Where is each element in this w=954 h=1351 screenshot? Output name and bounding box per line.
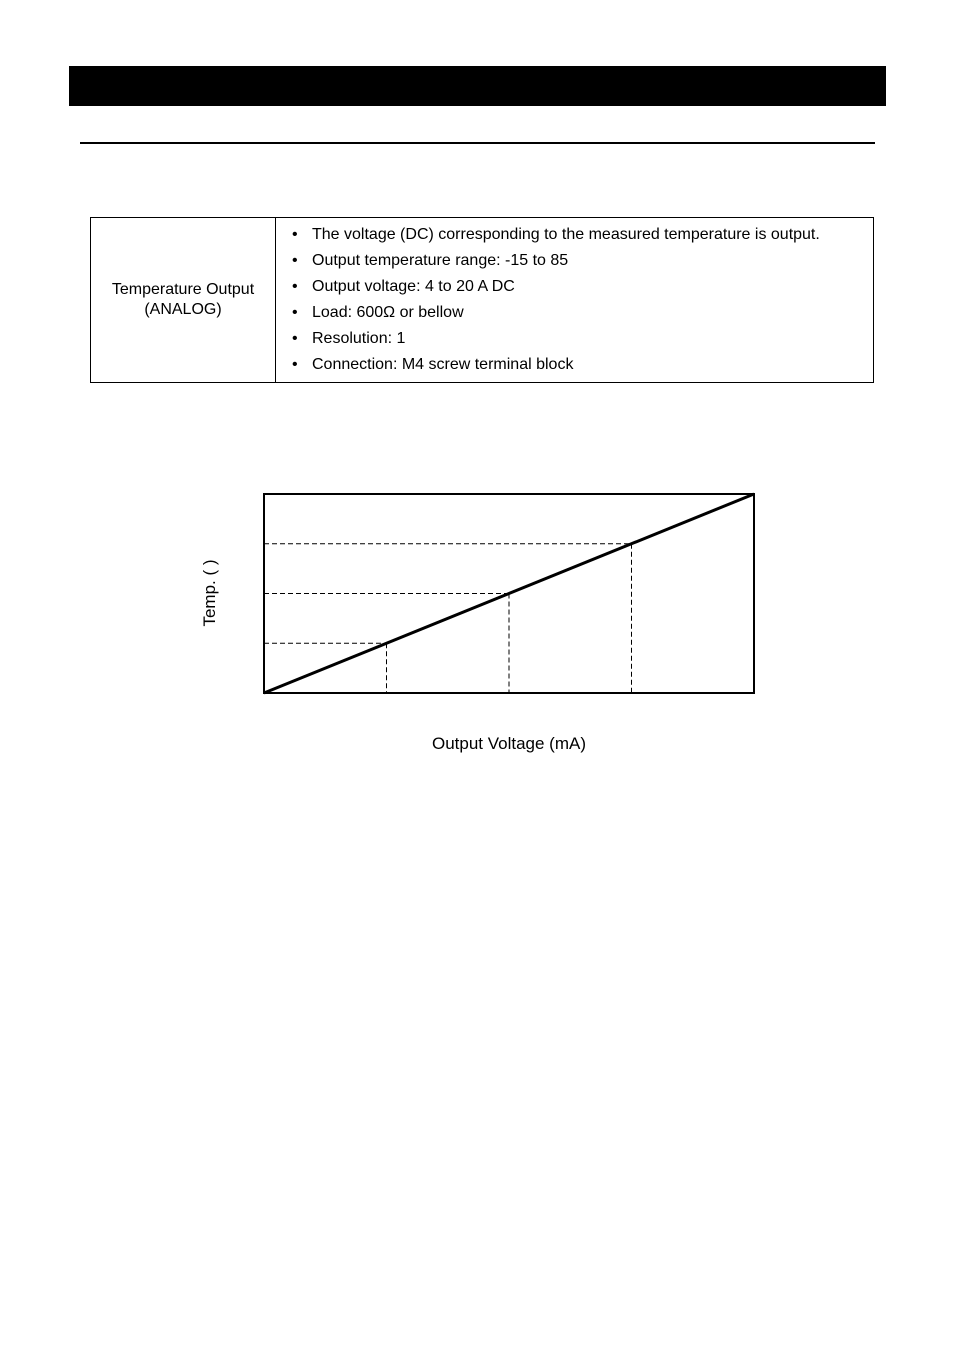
list-item: • Load: 600Ω or bellow bbox=[292, 300, 873, 326]
list-item: • Connection: M4 screw terminal block bbox=[292, 352, 873, 378]
list-item: • Output temperature range: -15 to 85 bbox=[292, 248, 873, 274]
y-axis-label: Temp. ( ) bbox=[200, 559, 219, 627]
list-item: • Resolution: 1 bbox=[292, 326, 873, 352]
x-axis-label: Output Voltage (mA) bbox=[431, 734, 587, 753]
list-item: • The voltage (DC) corresponding to the measured temperature is output. bbox=[292, 222, 873, 248]
list-item: • Output voltage: 4 to 20 A DC bbox=[292, 274, 873, 300]
spec-label-line1: Temperature Output bbox=[111, 281, 255, 298]
spec-label-line2: (ANALOG) bbox=[144, 301, 222, 318]
